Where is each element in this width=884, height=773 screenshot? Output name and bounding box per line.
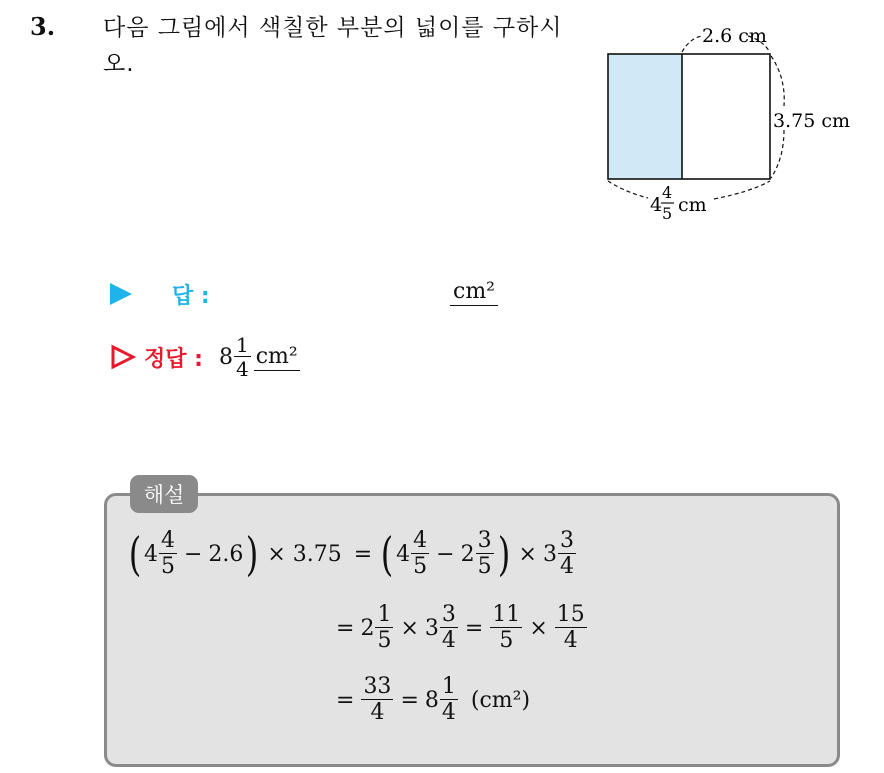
l1-whole-3: 2	[460, 541, 475, 567]
l3-unit: (cm²)	[470, 687, 531, 713]
rectangle-figure	[590, 18, 870, 233]
l2-equals: =	[336, 615, 355, 641]
l1-frac-1	[159, 530, 177, 578]
answer-row	[110, 276, 210, 312]
correct-label: 정답 :	[144, 346, 203, 372]
correct-fraction	[234, 335, 251, 379]
correct-denominator: 4	[235, 357, 249, 381]
right-dimension-label: 3.75 cm	[773, 110, 851, 132]
l2-frac-1	[375, 604, 393, 652]
l3-num-1: 33	[363, 674, 392, 699]
l2-whole-1: 2	[360, 615, 375, 641]
correct-value	[219, 335, 300, 379]
right-dim-arc-top	[771, 56, 784, 106]
question-number: 3.	[30, 12, 56, 41]
correct-triangle-icon	[110, 344, 136, 370]
l2-num-1: 1	[377, 602, 392, 627]
l1-num-3: 3	[477, 528, 492, 553]
correct-numerator: 1	[235, 333, 249, 357]
l2-times: ×	[400, 615, 419, 641]
l2-num-4: 15	[556, 602, 585, 627]
solution-line-2	[330, 604, 588, 652]
l3-frac-1	[361, 676, 393, 724]
l1-num-4: 3	[559, 528, 574, 553]
l3-equals-2: =	[400, 687, 419, 713]
l2-den-2: 4	[441, 628, 456, 653]
l2-frac-3	[490, 604, 522, 652]
l1-whole-4: 3	[542, 541, 557, 567]
l3-den-1: 4	[370, 700, 385, 725]
answer-triangle-icon	[110, 283, 132, 305]
l2-num-3: 11	[492, 602, 521, 627]
l2-frac-4	[555, 604, 587, 652]
top-dimension-label: 2.6 cm	[702, 25, 767, 47]
l3-whole-2: 8	[424, 687, 439, 713]
bottom-dim-arc-left	[608, 181, 648, 198]
l2-whole-2: 3	[424, 615, 439, 641]
solution-line-3	[330, 676, 530, 724]
paren-open-2: (	[380, 527, 394, 581]
l1-den-3: 5	[477, 554, 492, 579]
l1-den-4: 4	[559, 554, 574, 579]
correct-whole: 8	[218, 344, 233, 370]
l2-times-2: ×	[529, 615, 548, 641]
l1-times-2: ×	[518, 541, 537, 567]
right-dim-arc-bottom	[771, 130, 784, 178]
l3-den-2: 4	[441, 700, 456, 725]
l1-den-1: 5	[160, 554, 175, 579]
l3-num-2: 1	[441, 674, 456, 699]
l2-equals-2: =	[464, 615, 484, 641]
bottom-numerator: 4	[662, 183, 673, 202]
l2-num-2: 3	[441, 602, 456, 627]
l1-minus-2: −	[436, 541, 455, 567]
bottom-denominator: 5	[662, 204, 673, 223]
bottom-dim-arc-right	[714, 181, 770, 199]
paren-close: )	[246, 527, 259, 581]
l1-whole-1: 4	[143, 541, 158, 567]
paren-open: (	[128, 527, 142, 581]
l2-den-1: 5	[377, 628, 392, 653]
correct-unit: cm²	[255, 343, 298, 369]
l3-equals: =	[336, 687, 355, 713]
l1-frac-2	[411, 530, 429, 578]
answer-label: 답 :	[172, 283, 210, 309]
l1-frac-3	[476, 530, 494, 578]
shaded-region	[608, 54, 682, 179]
l3-frac-2	[440, 676, 458, 724]
l2-den-4: 4	[563, 628, 578, 653]
solution-tag: 해설	[130, 475, 198, 513]
l1-frac-4	[558, 530, 576, 578]
top-dim-arc	[682, 36, 702, 52]
l1-num-2: 4	[413, 528, 428, 553]
paren-close-2: )	[497, 527, 510, 581]
l1-whole-2: 4	[396, 541, 411, 567]
l1-den-2: 5	[413, 554, 428, 579]
l1-times: × 3.75	[267, 541, 342, 567]
answer-unit: cm²	[450, 279, 498, 306]
bottom-unit: cm	[678, 194, 707, 216]
question-text: 다음 그림에서 색칠한 부분의 넓이를 구하시오.	[103, 15, 563, 77]
l1-num-1: 4	[160, 528, 175, 553]
bottom-whole: 4	[650, 194, 663, 216]
l1-decimal: 2.6	[208, 541, 244, 567]
l1-equals: =	[353, 541, 373, 567]
correct-answer-row	[110, 335, 300, 379]
l2-frac-2	[440, 604, 458, 652]
l1-minus: −	[183, 541, 203, 567]
l2-den-3: 5	[499, 628, 514, 653]
solution-line-1	[126, 527, 577, 581]
